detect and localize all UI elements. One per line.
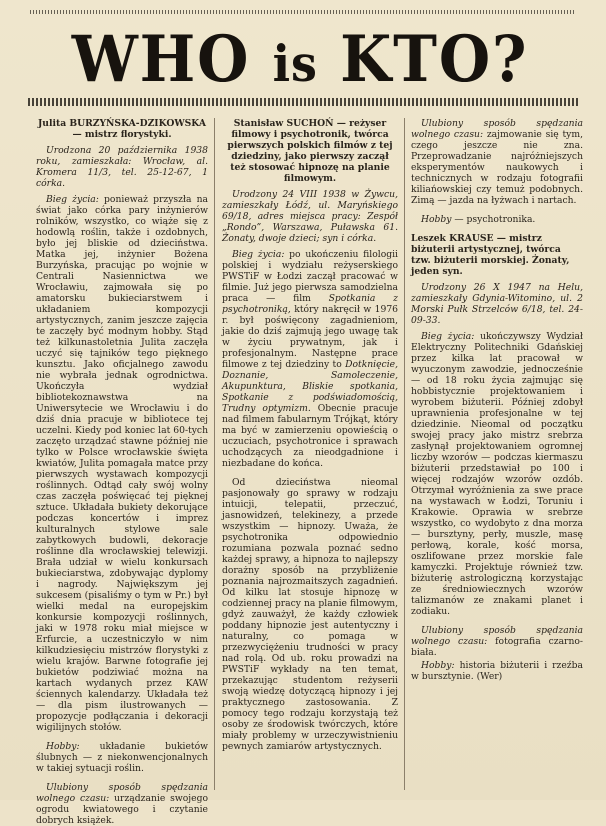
person-role: mistrz biżuterii artystycznej, twórca tzw. biżuterii morskiej. Żonaty, jeden syn. — [411, 233, 570, 277]
life-text: po ukończeniu filologii polskiej i wydziału reżyserskiego PWSTiF w Łodzi zaczął pracować w filmie. Już jego pierwsza samodzielna praca — film — [222, 249, 398, 304]
life-lead: Bieg życia: — [46, 194, 99, 205]
life-paragraph — [222, 249, 398, 469]
life-paragraph — [411, 331, 583, 617]
film-titles: Dotknięcie, Doznanie, Samoleczenie, Akupunktura, Bliskie spotkania, Spotkanie z podświadomością, Trudny optymizm. — [222, 359, 399, 414]
free-time-text: zajmowanie się tym, czego jeszcze nie zna. Przeprowadzanie najróżniejszych eksperymentów naukowych i technicznych w rodzaju fotografii kiliańowskiej czy temuż podobnych. Zimą — jazda na łyżwach i nartach. — [411, 129, 583, 206]
person-role: mistrz florystyki. — [84, 129, 172, 140]
hobby-text: układanie bukietów ślubnych — z niekonwencjonalnych w takiej sytuacji roślin. — [36, 741, 209, 774]
column-krause — [411, 118, 583, 796]
decorative-rule-bottom — [28, 98, 580, 106]
free-time-paragraph — [411, 118, 583, 206]
hobby-lead: Hobby — [421, 214, 452, 225]
title-word-is: is — [272, 34, 318, 93]
person-bio: Urodzony 26 X 1947 na Helu, zamieszkały Gdynia-Witomino, ul. 2 Morski Pułk Strzelców 6/18, tel. 24-09-33. — [411, 282, 583, 326]
free-time-lead: Ulubiony sposób spędzania wolnego czasu: — [36, 782, 208, 804]
title-word-kto: KTO? — [340, 22, 529, 97]
author-signature: (Wer) — [476, 671, 503, 682]
title-band — [0, 8, 606, 104]
life-text: który nakręcił w 1976 r. był poświęcony zagadnieniom, jakie do dziś zajmują jego uwagę tak w życiu prywatnym, jak i profesjonalnym. Następne prace filmowe z tej dziedziny to — [222, 304, 399, 370]
life-text: ukończywszy Wydział Elektryczny Politechniki Gdańskiej przez kilka lat pracował w wyuczonym zawodzie, jednocześnie — od 18 roku życia zajmując się hobbistycznie projektowaniem i wyrobem biżuterii. Później zdobył uprawnienia profesjonalne w tej dziedzinie. Nieomal od początku swojej pracy jako mistrz srebrza zasłynął projektowaniem ogromnej liczby wzorów — podczas kiermaszu biżuterii przedstawiał po 100 i więcej rodzajów wzorów ozdób. Otrzymał wyróżnienia za swe prace na wystawach w Łodzi, Toruniu i Krakowie. Oprawia w srebrze wszystko, co wydobyto z dna morza — bursztyny, perły, muszle, masę perłową, korale, kość morsa, oszlifowane przez morskie fale kamyczki. Projektuje również tzw. biżuterię astrologiczną korzystając ze średniowiecznych wzorów talizmanów ze znakami planet i zodiaku. — [411, 331, 584, 617]
column-divider — [214, 118, 215, 790]
life-paragraph-2: Od dzieciństwa nieomal pasjonowały go sprawy w rodzaju intuicji, telepatii, przeczuć, jasnowidzeń, telekinezy, a przede wszystkim — hipnozy. Uważa, że psychotronika odpowiednio rozumiana pozwala poznać sedno każdej sprawy, a hipnoza to najlepszy dorażny sposób na przybliżenie poznania najrozmaitszych zagadnień. Od kilku lat stosuje hipnozę w codziennej pracy na planie filmowym, gdyż zauważył, że każdy człowiek poddany hipnozie jest autentyczny i naturalny, co pomaga w przezwyciężeniu trudności w pracy nad rolą. Od ub. roku prowadzi na PWSTiF wykłady na ten temat, przekazując studentom reżyserii swoją wiedzę dotyczącą hipnozy i jej praktycznego zastosowania. Z pomocy tego rodzaju korzystają też osoby ze środowisk twórczych, które miały problemy w urzeczywistnieniu pewnych zamiarów artystycznych. — [222, 477, 398, 752]
free-time-lead: Ulubiony sposób spędzania wolnego czasu: — [411, 625, 583, 647]
person-role: reżyser filmowy i psychotronik, twórca pierwszych polskich filmów z tej dziedziny, jako pierwszy zaczął też stosować hipnozę na planie filmowym. — [227, 118, 393, 184]
hobby-lead: Hobby: — [46, 741, 80, 752]
free-time-lead: Ulubiony sposób spędzania wolnego czasu: — [411, 118, 583, 140]
page-title — [61, 22, 539, 97]
person-bio: Urodzona 20 października 1938 roku, zamieszkała: Wrocław, al. Kromera 11/3, tel. 25-12-67, 1 córka. — [36, 145, 208, 189]
free-time-paragraph — [36, 782, 208, 826]
decorative-rule-top — [30, 10, 576, 14]
title-word-who: WHO — [71, 22, 251, 97]
column-divider — [404, 118, 405, 790]
life-lead: Bieg życia: — [232, 249, 285, 260]
person-name: Leszek KRAUSE — [411, 233, 494, 244]
life-lead: Bieg życia: — [421, 331, 475, 342]
hobby-paragraph — [411, 660, 583, 682]
hobby-paragraph — [411, 214, 583, 225]
hobby-text: — psychotronika. — [454, 214, 536, 225]
life-paragraph — [36, 194, 208, 733]
person-bio: Urodzony 24 VIII 1938 w Żywcu, zamieszkały Łódź, ul. Maryńskiego 69/18, adres miejsca pracy: Zespół „Rondo”, Warszawa, Puławska 61. Żonaty, dwoje dzieci; syn i córka. — [222, 189, 398, 244]
film-title: Spotkania z psychotroniką, — [222, 293, 398, 315]
person-name: Julita BURZYŃSKA-DZIKOWSKA — [37, 118, 207, 129]
free-time-text: fotografia czarno-biała. — [411, 636, 584, 658]
person-header: Stanisław SUCHOŃ — reżyser filmowy i psychotronik, twórca pierwszych polskich filmów z tej dziedziny, jako pierwszy zaczął też stosować hipnozę na planie filmowym. — [227, 118, 393, 184]
life-text: Obecnie pracuje nad filmem fabularnym Trójkąt, który ma być w zamierzeniu opowieścią o uczuciach, psychotronice i sprawach uchodzących za nieodgadnione i niezbadane do końca. — [222, 403, 398, 469]
column-burzynska — [36, 118, 209, 826]
free-time-paragraph — [411, 625, 583, 658]
life-text: ponieważ przyszła na świat jako córka pary inżynierów rolników, wszystko, co wiąże się z hodowlą roślin, także i ozdobnych, było jej bliskie od dzieciństwa. Matka jej, inżynier Bożena Burzyńska, pracując po wojnie w Centrali Nasiennictwa we Wrocławiu, zajmowała się po amatorsku bukieciarstwem i układaniem kompozycji artystycznych, zanim jeszcze zajęcia te zaczęły być modnym hobby. Stąd też kilkunastoletnia Julita zaczęła uczyć się tajników tego pięknego kunsztu. Jako oficjalnego zawodu nie wybrała jednak ogrodnictwa. Ukończyła wydział bibliotekoznawstwa na Uniwersytecie we Wrocławiu i do dziś dnia pracuje w bibliotece tej uczelni. Kiedy pod koniec lat 60-tych zaczęto urządzać stawne później nie tylko w Polsce wrocławskie święta kwiatów, Julita pomagała matce przy pierwszych wystawach kompozycji roślinnych. Odtąd cały swój wolny czas zaczęła poświęcać tej pięknej sztuce. Układała bukiety dekorujące podczas koncertów i imprez kulturalnych stylowe sale zabytkowych budowli, dekoracje roślinne dla wrocławskiej telewizji. Brała udział w wielu konkursach bukieciarstwa, zdobywając dyplomy i nagrody. Największym jej sukcesem (pisaliśmy o tym w Pr.) był wielki medal na europejskim konkursie kompozycji roślinnych, jaki w 1978 roku miał miejsce w Erfurcie, a uczestniczyło w nim kilkudziesięciu mistrzów florystyki z wielu krajów. Barwne fotografie jej bukietów podziwiać można na kartach wydanych przez KAW ściennych kalendarzy. Układała też — dla pism ilustrowanych — propozycje podłączania i dekoracji wigilijnych stołów. — [36, 194, 208, 733]
person-name: Stanisław SUCHOŃ — [233, 118, 334, 129]
hobby-text: historia biżuterii i rzeźba w bursztynie. — [411, 660, 584, 682]
hobby-lead: Hobby: — [421, 660, 455, 671]
person-header: Julita BURZYŃSKA-DZIKOWSKA — mistrz florystyki. — [37, 118, 207, 140]
column-suchon — [222, 118, 398, 796]
person-header: Leszek KRAUSE — mistrz biżuterii artystycznej, twórca tzw. biżuterii morskiej. Żonaty, jeden syn. — [411, 233, 570, 277]
hobby-paragraph — [36, 741, 208, 774]
free-time-text: urządzanie swojego ogrodu kwiatowego i czytanie dobrych książek. — [36, 793, 208, 826]
